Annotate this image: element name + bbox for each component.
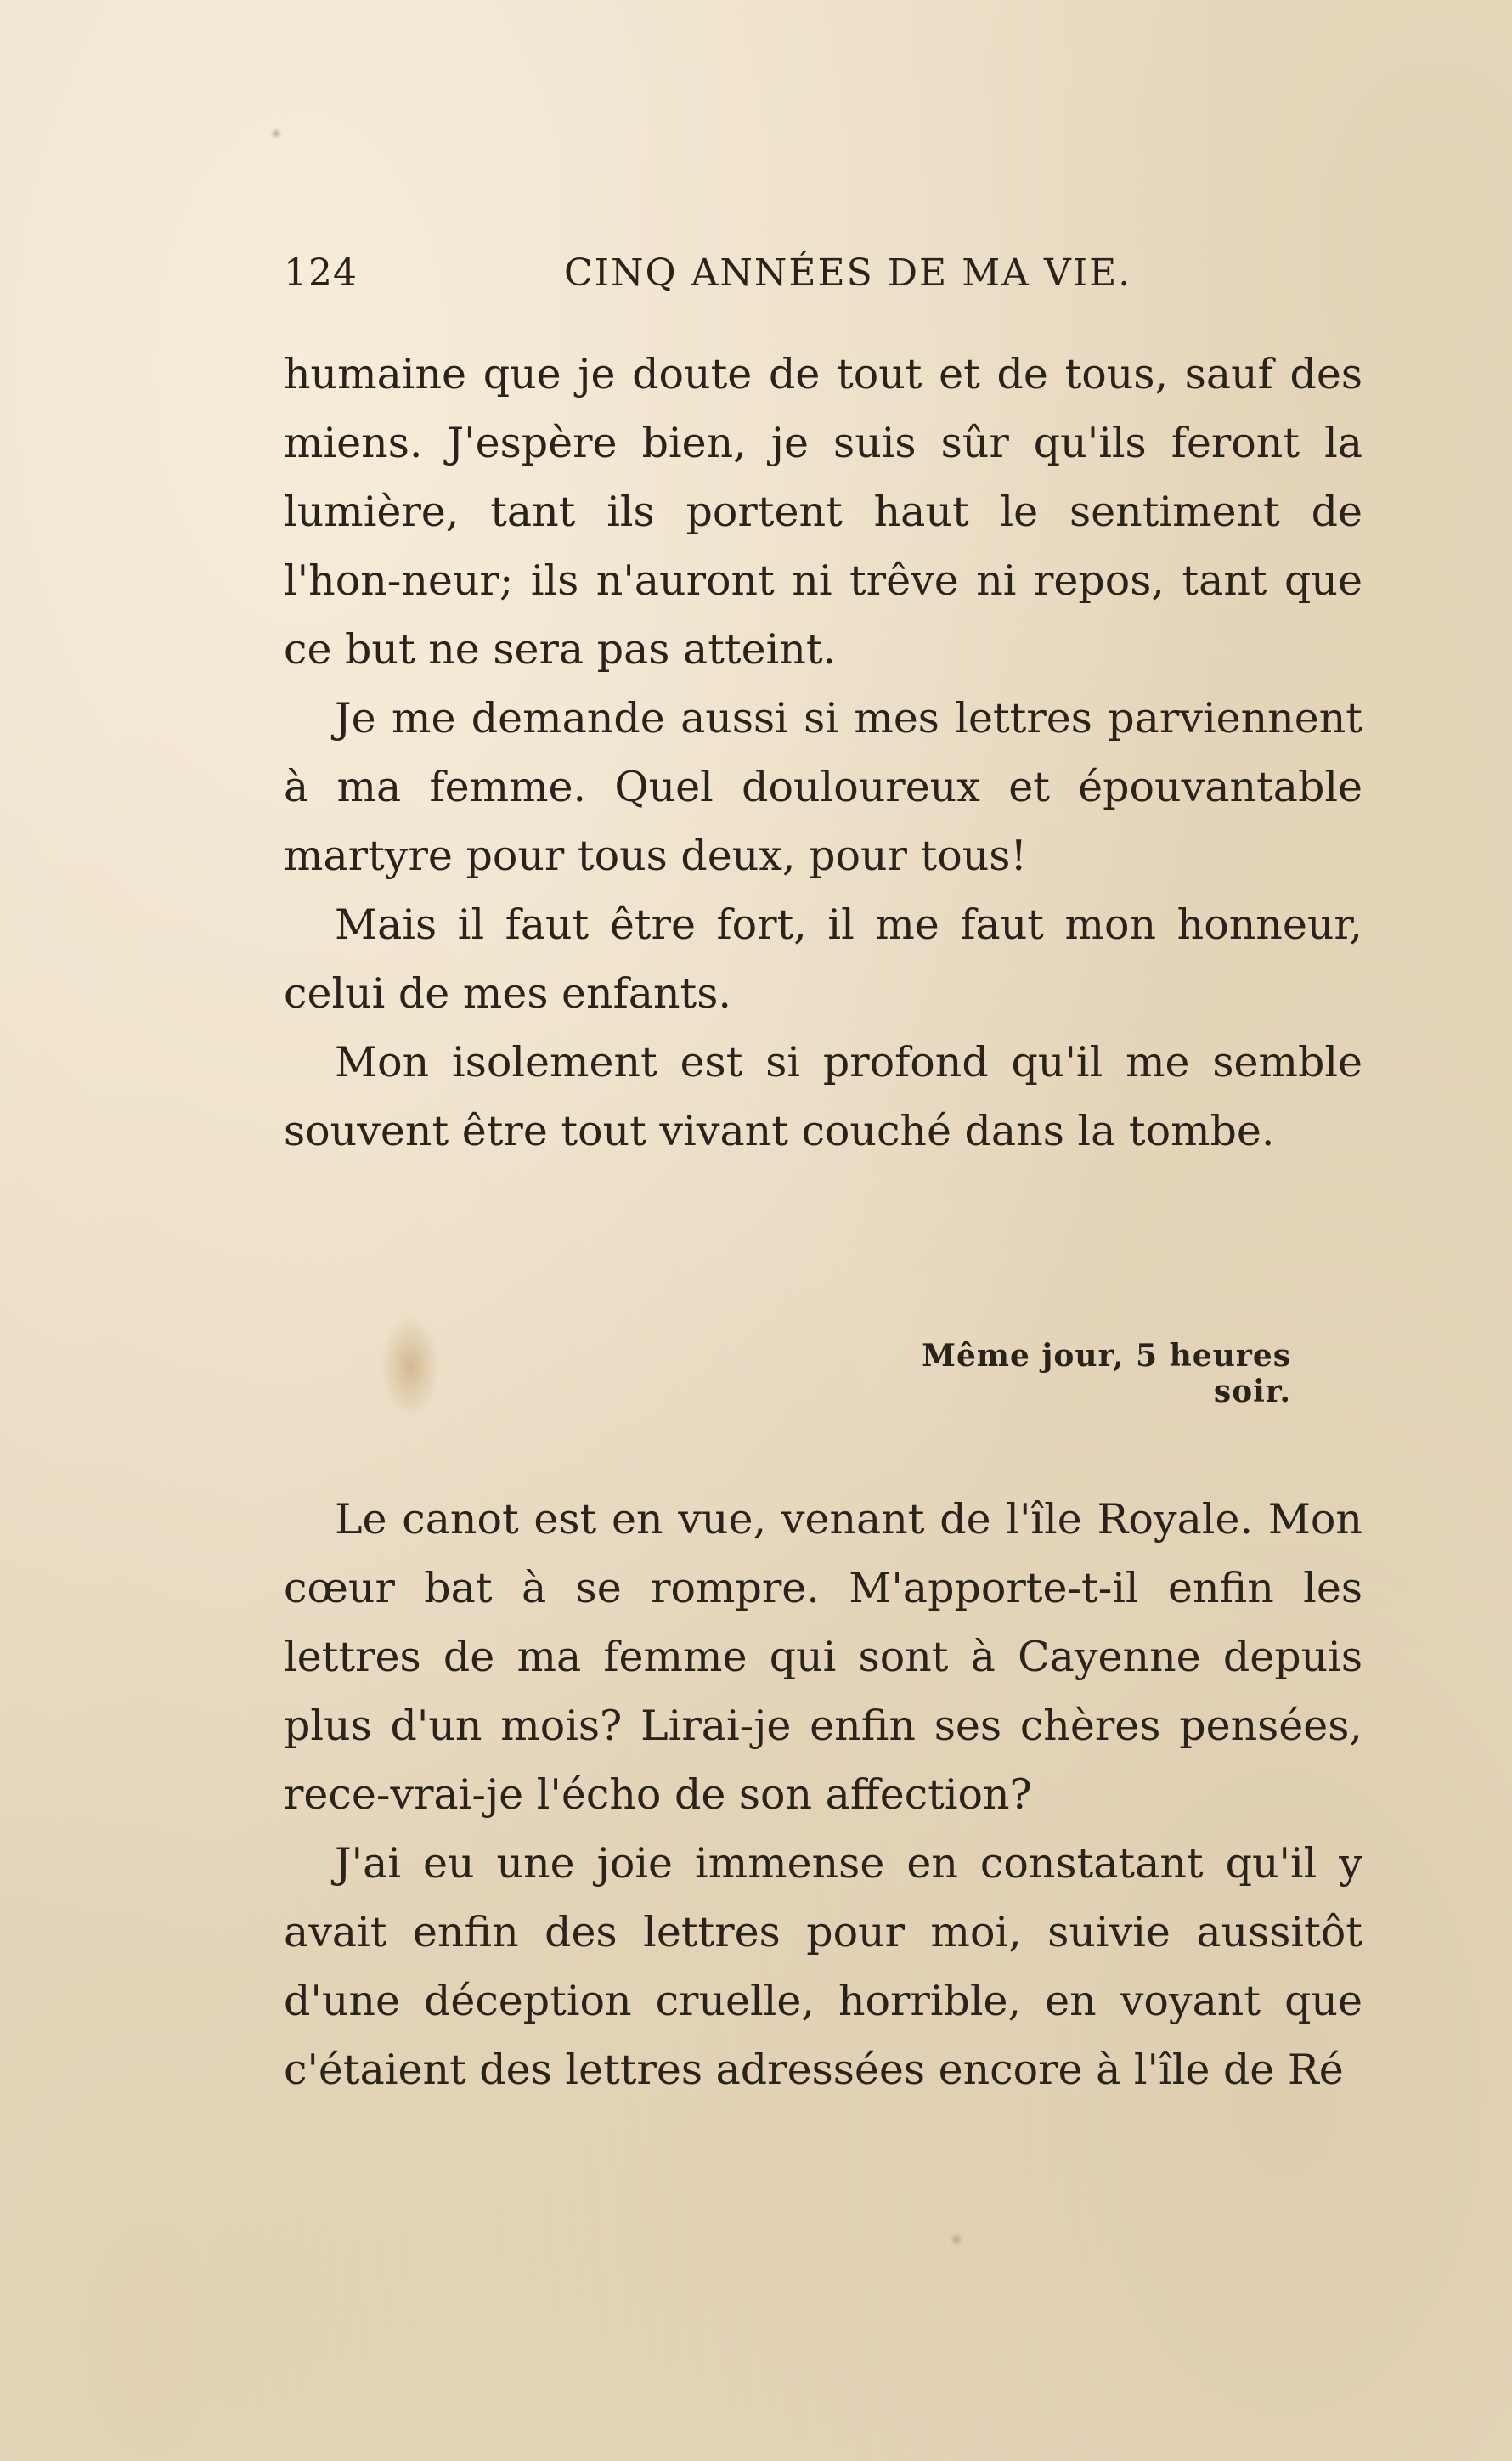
body-text-top [284,340,1362,1166]
paper-speck [950,2232,963,2246]
paper-speck [270,127,282,139]
paragraph: J'ai eu une joie immense en constatant qu'il y avait enfin des lettres pour moi, suivie aussitôt d'une déception cruelle, horrible, en voyant que c'étaient des lettres adressées encore à l'île de Ré [284,1839,1362,2094]
paper-stain [381,1315,440,1417]
paragraph: Le canot est en vue, venant de l'île Royale. Mon cœur bat à se rompre. M'apporte-t-il enfin les lettres de ma femme qui sont à Cayenne depuis plus d'un mois? Lirai-je enfin ses chères pensées, rece-vrai-je l'écho de son affection? [284,1495,1362,1819]
paragraph: Mon isolement est si profond qu'il me semble souvent être tout vivant couché dans la tombe. [284,1038,1362,1155]
paragraph: Je me demande aussi si mes lettres parviennent à ma femme. Quel douloureux et épouvantable martyre pour tous deux, pour tous! [284,694,1362,880]
paragraph: humaine que je doute de tout et de tous, sauf des miens. J'espère bien, je suis sûr qu'ils feront la lumière, tant ils portent haut le sentiment de l'hon-neur; ils n'auront ni trêve ni repos, tant que ce but ne sera pas atteint. [284,350,1362,674]
running-title: CINQ ANNÉES DE MA VIE. [564,251,1132,295]
page-number: 124 [284,251,358,295]
running-head [284,251,1362,302]
entry-dateline: Même jour, 5 heures soir. [922,1338,1291,1409]
body-text-bottom [284,1485,1362,2104]
paragraph: Mais il faut être fort, il me faut mon honneur, celui de mes enfants. [284,900,1362,1018]
